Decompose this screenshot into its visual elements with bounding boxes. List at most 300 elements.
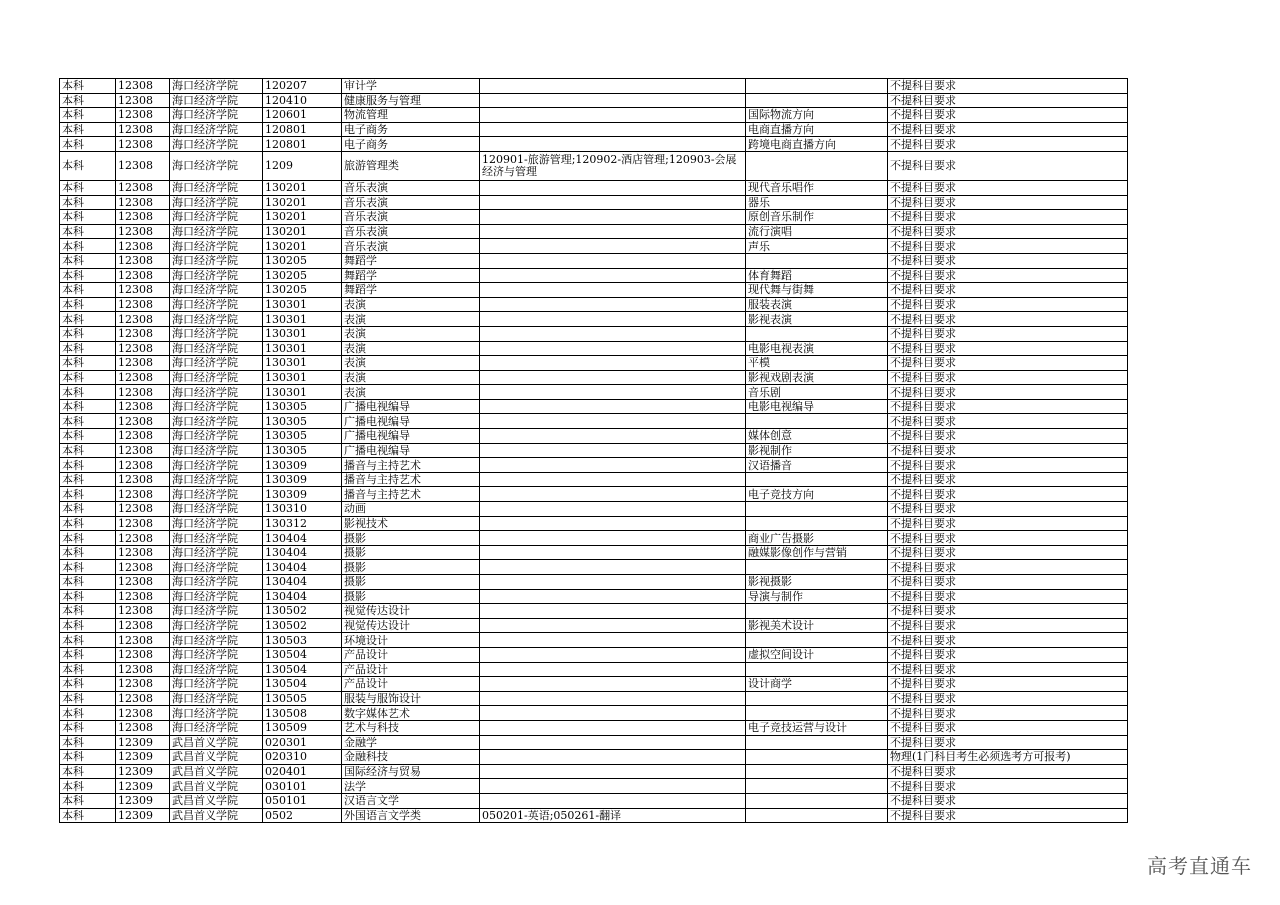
major-name-cell: 播音与主持艺术: [342, 487, 480, 502]
table-row: [60, 750, 1128, 765]
major-code-cell: 130301: [263, 370, 342, 385]
direction-cell: 影视美术设计: [746, 618, 888, 633]
included-majors-cell: [480, 531, 746, 546]
school-code-cell: 12308: [116, 151, 170, 180]
major-name-cell: 音乐表演: [342, 180, 480, 195]
included-majors-cell: [480, 224, 746, 239]
school-code-cell: 12308: [116, 472, 170, 487]
included-majors-cell: [480, 180, 746, 195]
school-code-cell: 12309: [116, 735, 170, 750]
table-row: [60, 137, 1128, 152]
level-cell: 本科: [60, 122, 116, 137]
level-cell: 本科: [60, 647, 116, 662]
table-row: [60, 239, 1128, 254]
subject-requirement-cell: 不提科目要求: [888, 618, 1128, 633]
direction-cell: [746, 706, 888, 721]
direction-cell: [746, 604, 888, 619]
level-cell: 本科: [60, 662, 116, 677]
table-row: [60, 93, 1128, 108]
table-row: [60, 297, 1128, 312]
level-cell: 本科: [60, 312, 116, 327]
table-row: [60, 691, 1128, 706]
level-cell: 本科: [60, 502, 116, 517]
subject-requirement-cell: 不提科目要求: [888, 210, 1128, 225]
table-row: [60, 472, 1128, 487]
major-code-cell: 130305: [263, 414, 342, 429]
level-cell: 本科: [60, 531, 116, 546]
school-name-cell: 海口经济学院: [170, 151, 263, 180]
included-majors-cell: [480, 560, 746, 575]
school-code-cell: 12308: [116, 720, 170, 735]
level-cell: 本科: [60, 326, 116, 341]
subject-requirement-cell: 不提科目要求: [888, 79, 1128, 94]
included-majors-cell: [480, 122, 746, 137]
table-row: [60, 618, 1128, 633]
table-row: [60, 443, 1128, 458]
table-row: [60, 808, 1128, 823]
major-name-cell: 金融学: [342, 735, 480, 750]
subject-requirement-cell: 不提科目要求: [888, 604, 1128, 619]
included-majors-cell: [480, 604, 746, 619]
school-code-cell: 12308: [116, 122, 170, 137]
school-name-cell: 海口经济学院: [170, 137, 263, 152]
school-code-cell: 12308: [116, 224, 170, 239]
school-code-cell: 12308: [116, 531, 170, 546]
level-cell: 本科: [60, 210, 116, 225]
school-code-cell: 12308: [116, 195, 170, 210]
included-majors-cell: [480, 764, 746, 779]
table-row: [60, 764, 1128, 779]
major-code-cell: 130301: [263, 326, 342, 341]
included-majors-cell: [480, 662, 746, 677]
included-majors-cell: [480, 79, 746, 94]
level-cell: 本科: [60, 151, 116, 180]
school-code-cell: 12308: [116, 677, 170, 692]
direction-cell: [746, 750, 888, 765]
subject-requirement-cell: 物理(1门科目考生必须选考方可报考): [888, 750, 1128, 765]
major-name-cell: 影视技术: [342, 516, 480, 531]
subject-requirement-cell: 不提科目要求: [888, 545, 1128, 560]
school-name-cell: 海口经济学院: [170, 516, 263, 531]
major-name-cell: 表演: [342, 326, 480, 341]
table-row: [60, 458, 1128, 473]
included-majors-cell: [480, 633, 746, 648]
admission-table: [59, 78, 1128, 823]
school-code-cell: 12308: [116, 385, 170, 400]
major-code-cell: 130301: [263, 297, 342, 312]
direction-cell: 影视制作: [746, 443, 888, 458]
major-code-cell: 130301: [263, 312, 342, 327]
direction-cell: 汉语播音: [746, 458, 888, 473]
school-code-cell: 12308: [116, 633, 170, 648]
school-code-cell: 12308: [116, 283, 170, 298]
direction-cell: 导演与制作: [746, 589, 888, 604]
major-name-cell: 表演: [342, 385, 480, 400]
school-name-cell: 海口经济学院: [170, 589, 263, 604]
direction-cell: [746, 79, 888, 94]
included-majors-cell: [480, 735, 746, 750]
included-majors-cell: [480, 253, 746, 268]
major-code-cell: 130309: [263, 487, 342, 502]
table-row: [60, 531, 1128, 546]
major-code-cell: 130301: [263, 385, 342, 400]
direction-cell: 流行演唱: [746, 224, 888, 239]
major-code-cell: 130201: [263, 210, 342, 225]
level-cell: 本科: [60, 356, 116, 371]
school-name-cell: 海口经济学院: [170, 706, 263, 721]
level-cell: 本科: [60, 720, 116, 735]
school-code-cell: 12308: [116, 662, 170, 677]
school-name-cell: 武昌首义学院: [170, 735, 263, 750]
major-name-cell: 表演: [342, 341, 480, 356]
subject-requirement-cell: 不提科目要求: [888, 239, 1128, 254]
subject-requirement-cell: 不提科目要求: [888, 429, 1128, 444]
major-name-cell: 数字媒体艺术: [342, 706, 480, 721]
major-code-cell: 120601: [263, 108, 342, 123]
included-majors-cell: [480, 443, 746, 458]
school-code-cell: 12308: [116, 706, 170, 721]
level-cell: 本科: [60, 633, 116, 648]
major-name-cell: 表演: [342, 370, 480, 385]
level-cell: 本科: [60, 385, 116, 400]
subject-requirement-cell: 不提科目要求: [888, 677, 1128, 692]
subject-requirement-cell: 不提科目要求: [888, 297, 1128, 312]
included-majors-cell: [480, 326, 746, 341]
level-cell: 本科: [60, 79, 116, 94]
direction-cell: 跨境电商直播方向: [746, 137, 888, 152]
school-code-cell: 12308: [116, 268, 170, 283]
subject-requirement-cell: 不提科目要求: [888, 385, 1128, 400]
table-row: [60, 326, 1128, 341]
subject-requirement-cell: 不提科目要求: [888, 779, 1128, 794]
school-name-cell: 海口经济学院: [170, 356, 263, 371]
direction-cell: 电影电视编导: [746, 399, 888, 414]
school-code-cell: 12308: [116, 180, 170, 195]
school-name-cell: 海口经济学院: [170, 326, 263, 341]
major-code-cell: 130301: [263, 341, 342, 356]
major-code-cell: 130502: [263, 618, 342, 633]
major-name-cell: 舞蹈学: [342, 283, 480, 298]
major-code-cell: 130404: [263, 531, 342, 546]
direction-cell: [746, 691, 888, 706]
direction-cell: 影视摄影: [746, 575, 888, 590]
table-row: [60, 341, 1128, 356]
direction-cell: 影视戏剧表演: [746, 370, 888, 385]
major-name-cell: 舞蹈学: [342, 268, 480, 283]
school-name-cell: 海口经济学院: [170, 575, 263, 590]
school-code-cell: 12308: [116, 239, 170, 254]
major-name-cell: 音乐表演: [342, 239, 480, 254]
major-code-cell: 130502: [263, 604, 342, 619]
major-code-cell: 120207: [263, 79, 342, 94]
level-cell: 本科: [60, 750, 116, 765]
included-majors-cell: [480, 210, 746, 225]
subject-requirement-cell: 不提科目要求: [888, 180, 1128, 195]
school-name-cell: 海口经济学院: [170, 312, 263, 327]
included-majors-cell: [480, 239, 746, 254]
level-cell: 本科: [60, 487, 116, 502]
direction-cell: 电影电视表演: [746, 341, 888, 356]
school-code-cell: 12308: [116, 312, 170, 327]
school-code-cell: 12308: [116, 341, 170, 356]
major-name-cell: 音乐表演: [342, 195, 480, 210]
table-row: [60, 779, 1128, 794]
level-cell: 本科: [60, 268, 116, 283]
table-row: [60, 429, 1128, 444]
level-cell: 本科: [60, 93, 116, 108]
table-row: [60, 560, 1128, 575]
school-name-cell: 海口经济学院: [170, 268, 263, 283]
major-name-cell: 音乐表演: [342, 224, 480, 239]
table-row: [60, 589, 1128, 604]
major-name-cell: 广播电视编导: [342, 414, 480, 429]
major-name-cell: 审计学: [342, 79, 480, 94]
school-name-cell: 海口经济学院: [170, 341, 263, 356]
major-code-cell: 130201: [263, 195, 342, 210]
included-majors-cell: [480, 195, 746, 210]
subject-requirement-cell: 不提科目要求: [888, 793, 1128, 808]
subject-requirement-cell: 不提科目要求: [888, 487, 1128, 502]
table-row: [60, 604, 1128, 619]
level-cell: 本科: [60, 399, 116, 414]
table-row: [60, 399, 1128, 414]
direction-cell: 融媒影像创作与营销: [746, 545, 888, 560]
school-code-cell: 12308: [116, 429, 170, 444]
included-majors-cell: [480, 297, 746, 312]
table-row: [60, 575, 1128, 590]
school-code-cell: 12308: [116, 502, 170, 517]
table-row: [60, 370, 1128, 385]
school-name-cell: 海口经济学院: [170, 224, 263, 239]
included-majors-cell: [480, 779, 746, 794]
school-name-cell: 海口经济学院: [170, 545, 263, 560]
school-name-cell: 海口经济学院: [170, 647, 263, 662]
direction-cell: [746, 560, 888, 575]
major-code-cell: 130309: [263, 458, 342, 473]
direction-cell: 设计商学: [746, 677, 888, 692]
level-cell: 本科: [60, 472, 116, 487]
major-name-cell: 环境设计: [342, 633, 480, 648]
direction-cell: 现代音乐唱作: [746, 180, 888, 195]
school-code-cell: 12309: [116, 793, 170, 808]
school-code-cell: 12308: [116, 691, 170, 706]
direction-cell: [746, 93, 888, 108]
school-name-cell: 海口经济学院: [170, 79, 263, 94]
school-name-cell: 海口经济学院: [170, 297, 263, 312]
school-code-cell: 12308: [116, 79, 170, 94]
major-code-cell: 050101: [263, 793, 342, 808]
major-code-cell: 130508: [263, 706, 342, 721]
subject-requirement-cell: 不提科目要求: [888, 472, 1128, 487]
subject-requirement-cell: 不提科目要求: [888, 253, 1128, 268]
direction-cell: [746, 662, 888, 677]
school-name-cell: 海口经济学院: [170, 210, 263, 225]
school-code-cell: 12308: [116, 516, 170, 531]
included-majors-cell: [480, 370, 746, 385]
direction-cell: [746, 516, 888, 531]
included-majors-cell: [480, 356, 746, 371]
subject-requirement-cell: 不提科目要求: [888, 370, 1128, 385]
table-row: [60, 224, 1128, 239]
major-code-cell: 030101: [263, 779, 342, 794]
major-code-cell: 020310: [263, 750, 342, 765]
school-name-cell: 海口经济学院: [170, 283, 263, 298]
school-name-cell: 武昌首义学院: [170, 808, 263, 823]
table-row: [60, 151, 1128, 180]
direction-cell: 电商直播方向: [746, 122, 888, 137]
direction-cell: 音乐剧: [746, 385, 888, 400]
school-name-cell: 海口经济学院: [170, 93, 263, 108]
major-code-cell: 130205: [263, 253, 342, 268]
major-code-cell: 120410: [263, 93, 342, 108]
level-cell: 本科: [60, 253, 116, 268]
table-row: [60, 735, 1128, 750]
subject-requirement-cell: 不提科目要求: [888, 151, 1128, 180]
major-code-cell: 130504: [263, 647, 342, 662]
school-code-cell: 12308: [116, 370, 170, 385]
school-name-cell: 海口经济学院: [170, 560, 263, 575]
level-cell: 本科: [60, 370, 116, 385]
school-code-cell: 12308: [116, 560, 170, 575]
school-name-cell: 海口经济学院: [170, 370, 263, 385]
included-majors-cell: [480, 589, 746, 604]
included-majors-cell: [480, 137, 746, 152]
major-name-cell: 健康服务与管理: [342, 93, 480, 108]
major-name-cell: 音乐表演: [342, 210, 480, 225]
major-name-cell: 产品设计: [342, 662, 480, 677]
table-row: [60, 662, 1128, 677]
school-code-cell: 12308: [116, 210, 170, 225]
direction-cell: [746, 253, 888, 268]
included-majors-cell: [480, 458, 746, 473]
level-cell: 本科: [60, 137, 116, 152]
included-majors-cell: [480, 545, 746, 560]
school-code-cell: 12308: [116, 108, 170, 123]
major-code-cell: 130201: [263, 224, 342, 239]
level-cell: 本科: [60, 545, 116, 560]
subject-requirement-cell: 不提科目要求: [888, 312, 1128, 327]
school-code-cell: 12308: [116, 589, 170, 604]
direction-cell: 国际物流方向: [746, 108, 888, 123]
direction-cell: 媒体创意: [746, 429, 888, 444]
school-code-cell: 12308: [116, 399, 170, 414]
direction-cell: 体育舞蹈: [746, 268, 888, 283]
subject-requirement-cell: 不提科目要求: [888, 516, 1128, 531]
school-name-cell: 海口经济学院: [170, 385, 263, 400]
major-name-cell: 国际经济与贸易: [342, 764, 480, 779]
major-name-cell: 表演: [342, 312, 480, 327]
school-code-cell: 12308: [116, 93, 170, 108]
school-code-cell: 12308: [116, 618, 170, 633]
subject-requirement-cell: 不提科目要求: [888, 341, 1128, 356]
included-majors-cell: [480, 720, 746, 735]
subject-requirement-cell: 不提科目要求: [888, 647, 1128, 662]
level-cell: 本科: [60, 341, 116, 356]
level-cell: 本科: [60, 793, 116, 808]
subject-requirement-cell: 不提科目要求: [888, 531, 1128, 546]
included-majors-cell: [480, 268, 746, 283]
school-name-cell: 海口经济学院: [170, 720, 263, 735]
major-code-cell: 130312: [263, 516, 342, 531]
major-name-cell: 法学: [342, 779, 480, 794]
table-row: [60, 647, 1128, 662]
major-code-cell: 1209: [263, 151, 342, 180]
table-row: [60, 720, 1128, 735]
school-code-cell: 12308: [116, 414, 170, 429]
school-name-cell: 海口经济学院: [170, 662, 263, 677]
major-code-cell: 130404: [263, 589, 342, 604]
major-name-cell: 广播电视编导: [342, 443, 480, 458]
major-name-cell: 旅游管理类: [342, 151, 480, 180]
school-code-cell: 12309: [116, 779, 170, 794]
direction-cell: 商业广告摄影: [746, 531, 888, 546]
subject-requirement-cell: 不提科目要求: [888, 195, 1128, 210]
major-code-cell: 130505: [263, 691, 342, 706]
major-name-cell: 广播电视编导: [342, 399, 480, 414]
school-name-cell: 海口经济学院: [170, 239, 263, 254]
direction-cell: 虚拟空间设计: [746, 647, 888, 662]
level-cell: 本科: [60, 691, 116, 706]
included-majors-cell: [480, 93, 746, 108]
school-name-cell: 海口经济学院: [170, 618, 263, 633]
table-row: [60, 545, 1128, 560]
subject-requirement-cell: 不提科目要求: [888, 443, 1128, 458]
direction-cell: [746, 764, 888, 779]
included-majors-cell: [480, 385, 746, 400]
major-name-cell: 外国语言文学类: [342, 808, 480, 823]
table-row: [60, 633, 1128, 648]
subject-requirement-cell: 不提科目要求: [888, 502, 1128, 517]
subject-requirement-cell: 不提科目要求: [888, 691, 1128, 706]
level-cell: 本科: [60, 458, 116, 473]
table-row: [60, 356, 1128, 371]
subject-requirement-cell: 不提科目要求: [888, 575, 1128, 590]
major-code-cell: 120801: [263, 137, 342, 152]
school-name-cell: 海口经济学院: [170, 429, 263, 444]
school-code-cell: 12308: [116, 253, 170, 268]
school-code-cell: 12309: [116, 808, 170, 823]
table-row: [60, 677, 1128, 692]
subject-requirement-cell: 不提科目要求: [888, 706, 1128, 721]
level-cell: 本科: [60, 764, 116, 779]
school-code-cell: 12308: [116, 297, 170, 312]
table-row: [60, 79, 1128, 94]
school-code-cell: 12308: [116, 575, 170, 590]
table-row: [60, 283, 1128, 298]
level-cell: 本科: [60, 195, 116, 210]
subject-requirement-cell: 不提科目要求: [888, 122, 1128, 137]
major-name-cell: 表演: [342, 297, 480, 312]
subject-requirement-cell: 不提科目要求: [888, 108, 1128, 123]
table-row: [60, 195, 1128, 210]
major-name-cell: 电子商务: [342, 137, 480, 152]
school-name-cell: 海口经济学院: [170, 108, 263, 123]
direction-cell: [746, 735, 888, 750]
included-majors-cell: [480, 414, 746, 429]
included-majors-cell: [480, 647, 746, 662]
school-name-cell: 海口经济学院: [170, 691, 263, 706]
watermark: 高考直通车: [1147, 854, 1252, 878]
level-cell: 本科: [60, 706, 116, 721]
level-cell: 本科: [60, 414, 116, 429]
direction-cell: [746, 779, 888, 794]
direction-cell: 平模: [746, 356, 888, 371]
included-majors-cell: [480, 472, 746, 487]
level-cell: 本科: [60, 297, 116, 312]
included-majors-cell: [480, 516, 746, 531]
level-cell: 本科: [60, 589, 116, 604]
school-code-cell: 12308: [116, 604, 170, 619]
